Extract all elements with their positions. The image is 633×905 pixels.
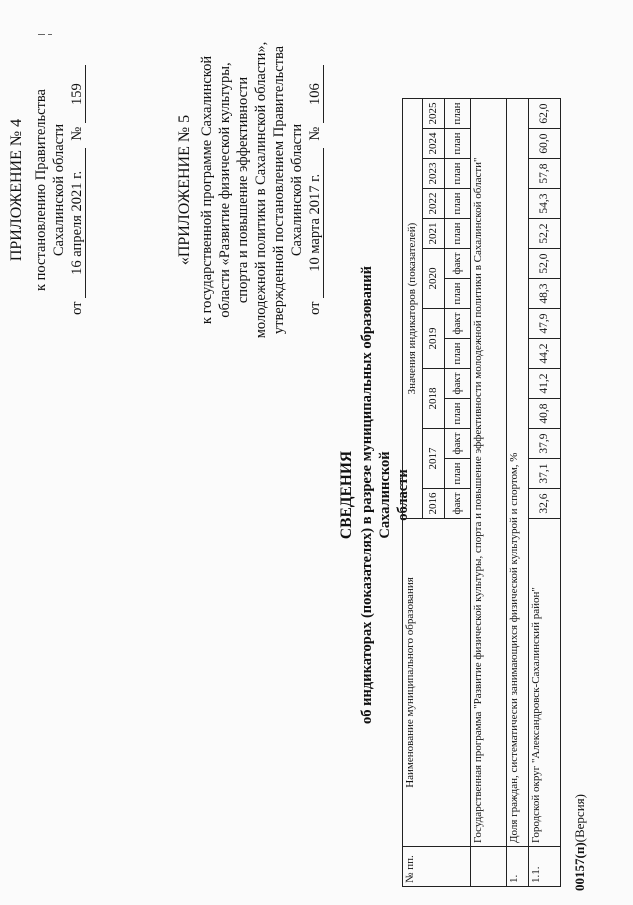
program-row — [471, 99, 507, 887]
program-appendix-header — [176, 30, 324, 350]
row-value: 40,8 — [529, 399, 561, 429]
sub-header: план — [445, 99, 471, 129]
program-row-text: Государственная программа "Развитие физической культуры, спорта и повышение эффективности молодежной политики в Сахалинской области" — [471, 99, 507, 847]
document-version: (Версия) — [572, 794, 587, 843]
row-value: 62,0 — [529, 99, 561, 129]
program-line-3: спорта и повышение эффективности — [235, 76, 251, 304]
year-header: 2020 — [423, 249, 445, 309]
column-name-header: Наименование муниципального образования — [403, 519, 471, 847]
sub-header: факт — [445, 309, 471, 339]
year-header: 2017 — [423, 429, 445, 489]
year-header: 2025 — [423, 99, 445, 129]
year-header: 2022 — [423, 189, 445, 219]
program-date: 10 марта 2017 г. — [307, 148, 324, 298]
program-line-2: области «Развитие физической культуры, — [217, 62, 233, 318]
resolution-line-2: Сахалинской области — [51, 123, 67, 257]
number-prefix: № — [69, 126, 85, 141]
row-number: 1.1. — [529, 847, 561, 887]
row-value: 37,1 — [529, 459, 561, 489]
program-line-5: утвержденной постановлением Правительства — [271, 45, 287, 335]
document-code — [572, 794, 588, 891]
title-main: СВЕДЕНИЯ — [338, 450, 355, 540]
program-number: 106 — [307, 65, 324, 123]
table-row — [529, 99, 561, 887]
resolution-date-line — [68, 30, 86, 350]
sub-header: план — [445, 159, 471, 189]
document-title — [338, 225, 412, 765]
date-prefix: от — [307, 301, 323, 315]
resolution-date: 16 апреля 2021 г. — [69, 148, 86, 298]
row-value: 52,2 — [529, 219, 561, 249]
document-code-number: 00157(п) — [572, 842, 587, 891]
program-date-line — [306, 30, 324, 350]
sub-header: план — [445, 129, 471, 159]
row-value: 47,9 — [529, 309, 561, 339]
section-number: 1. — [507, 847, 529, 887]
number-prefix: № — [307, 126, 323, 141]
section-row — [507, 99, 529, 887]
sub-header: факт — [445, 489, 471, 519]
row-value: 48,3 — [529, 279, 561, 309]
column-number-header: № пп. — [403, 847, 471, 887]
program-appendix-title: «ПРИЛОЖЕНИЕ № 5 — [176, 114, 193, 266]
program-line-6: Сахалинской области — [289, 123, 305, 257]
resolution-number: 159 — [69, 65, 86, 123]
program-row-number — [471, 847, 507, 887]
date-prefix: от — [69, 301, 85, 315]
sub-header: факт — [445, 249, 471, 279]
row-value: 32,6 — [529, 489, 561, 519]
sub-header: план — [445, 399, 471, 429]
column-values-header: Значения индикаторов (показателей) — [403, 99, 423, 519]
row-name: Городской округ "Александровск-Сахалинский район" — [529, 519, 561, 847]
row-value: 54,3 — [529, 189, 561, 219]
sub-header: план — [445, 339, 471, 369]
sub-header: план — [445, 219, 471, 249]
year-header: 2018 — [423, 369, 445, 429]
sub-header: факт — [445, 429, 471, 459]
year-header: 2023 — [423, 159, 445, 189]
appendix-title: ПРИЛОЖЕНИЕ № 4 — [8, 118, 25, 262]
title-line-1: об индикаторах (показателях) в разрезе муниципальных образований Сахалинской — [359, 266, 393, 724]
year-header: 2021 — [423, 219, 445, 249]
section-text: Доля граждан, систематически занимающихся физической культурой и спортом, % — [507, 99, 529, 847]
title-line-2: области — [395, 469, 411, 521]
indicators-table — [402, 98, 561, 887]
row-value: 60,0 — [529, 129, 561, 159]
table-header-row-1 — [403, 99, 423, 887]
resolution-line-1: к постановлению Правительства — [33, 89, 49, 291]
row-value: 44,2 — [529, 339, 561, 369]
row-value: 57,8 — [529, 159, 561, 189]
sub-header: план — [445, 459, 471, 489]
sub-header: план — [445, 279, 471, 309]
row-value: 37,9 — [529, 429, 561, 459]
sub-header: факт — [445, 369, 471, 399]
year-header: 2019 — [423, 309, 445, 369]
program-line-4: молодежной политики в Сахалинской области», — [253, 41, 269, 339]
year-header: 2016 — [423, 489, 445, 519]
sub-header: план — [445, 189, 471, 219]
appendix-header — [8, 30, 86, 350]
row-value: 52,0 — [529, 249, 561, 279]
program-line-1: к государственной программе Сахалинской — [199, 55, 215, 325]
year-header: 2024 — [423, 129, 445, 159]
row-value: 41,2 — [529, 369, 561, 399]
